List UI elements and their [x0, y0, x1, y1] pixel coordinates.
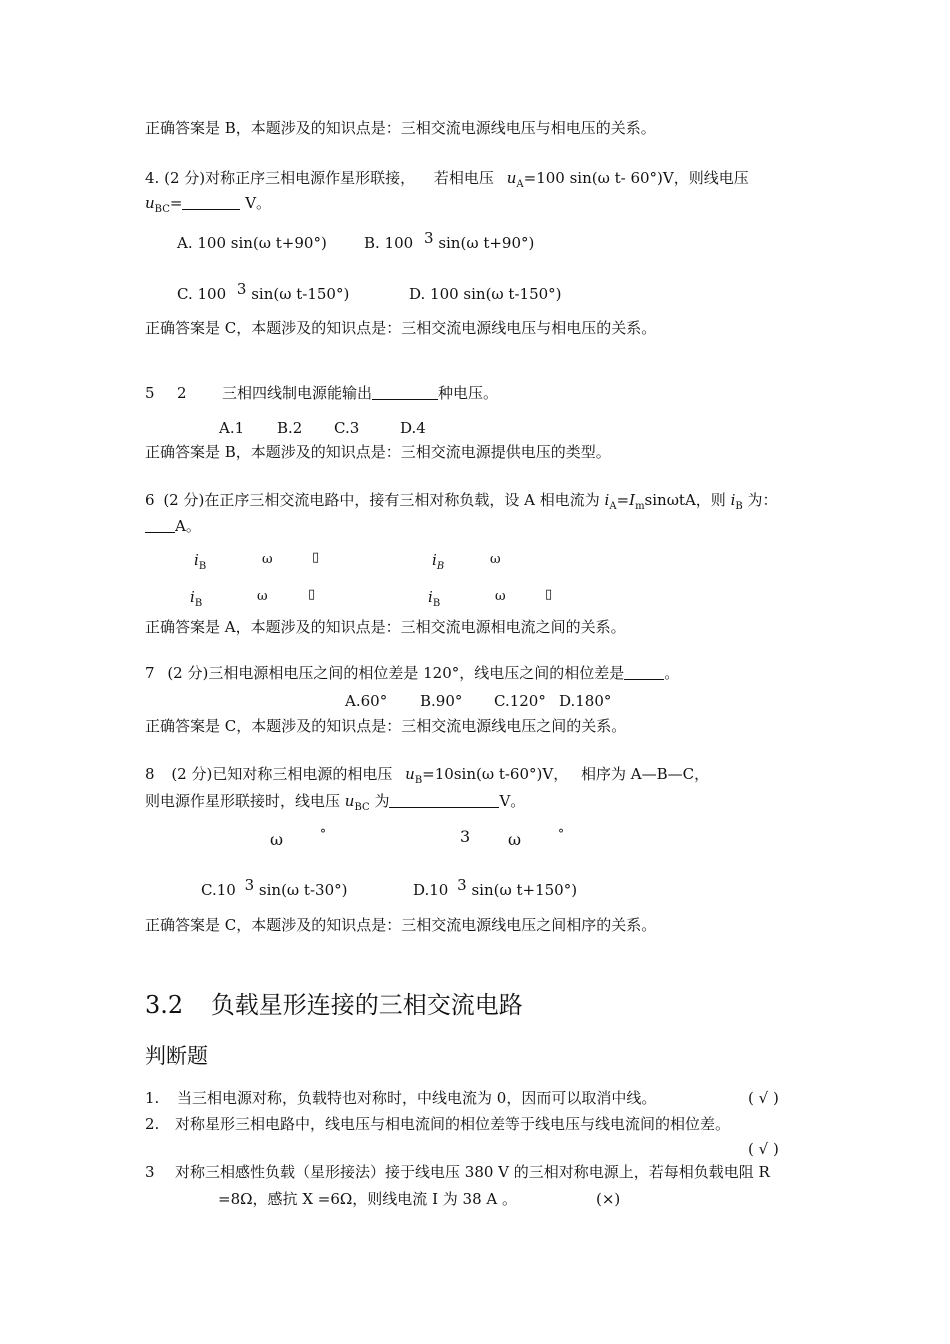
section-heading [145, 990, 523, 1020]
judge-item-1-text: 当三相电源对称，负载特也对称时，中线电流为 0，因而可以取消中线。 [177, 1089, 657, 1107]
q8-option-c-sin: sin(ω t-30°) [258, 881, 348, 899]
q4-number: 4. [145, 169, 160, 187]
q3-answer: 正确答案是 B，本题涉及的知识点是：三相交流电源线电压与相电压的关系。 [145, 119, 656, 137]
q4-option-d: D. 100 sin(ω t-150°) [409, 285, 562, 303]
q6-option-c-omega: ω [257, 589, 268, 604]
q8-var-u-b: u [405, 765, 415, 783]
q6-option-a-omega: ω [262, 552, 273, 567]
q6-sub-a: A [609, 501, 617, 512]
q6-number: 6 [145, 491, 155, 509]
q8-option-b-sqrt3: 3 [460, 827, 471, 846]
q5-option-b: B.2 [277, 419, 303, 437]
judge-item-3-text-continued: =8Ω，感抗 X =6Ω，则线电流 I 为 38 A 。 [218, 1190, 517, 1208]
q6-expression: sinωtA，则 [644, 491, 726, 509]
judge-heading: 判断题 [145, 1044, 208, 1068]
q6-var-i-b: i [730, 491, 736, 509]
q7-option-a: A.60° [345, 692, 388, 710]
q6-blank [145, 532, 175, 533]
section-title: 负载星形连接的三相交流电路 [210, 991, 523, 1019]
q6-sub-b: B [735, 501, 743, 512]
q4-equals: = [169, 194, 183, 212]
q6-option-a-glyph: ▯ [312, 550, 320, 565]
q4-option-b [364, 229, 535, 253]
q4-text: 对称正序三相电源作星形联接， [205, 169, 416, 187]
judge-item-3-text: 对称三相感性负载（星形接法）接于线电压 380 V 的三相对称电源上，若每相负载电阻 R [175, 1163, 770, 1181]
q6-option-c-glyph: ▯ [308, 587, 316, 602]
q6-option-c-var: i [190, 588, 195, 606]
q7-tail: 。 [664, 664, 680, 682]
q8-text: (2 分)已知对称三相电源的相电压 [171, 765, 393, 783]
q4-text2: 若相电压 [433, 169, 494, 187]
q5-tail: 种电压。 [438, 384, 499, 402]
q4-score: (2 分) [164, 169, 206, 187]
q6-var-im: I [629, 491, 636, 509]
q6-text: (2 分)在正序三相交流电路中，接有三相对称负载，设 A 相电流为 [163, 491, 600, 509]
q8-option-b-degree: ° [558, 827, 564, 841]
q6-option-a-sub: B [198, 561, 207, 572]
q8-text2: 则电源作星形联接时，线电压 [145, 792, 341, 810]
q6-var-i-a: i [604, 491, 610, 509]
q6-option-a-var: i [194, 551, 199, 569]
q4-answer: 正确答案是 C，本题涉及的知识点是：三相交流电源线电压与相电压的关系。 [145, 319, 657, 337]
section-number: 3.2 [145, 991, 184, 1019]
judge-item-2-number: 2. [145, 1115, 160, 1133]
q4-option-c-sin: sin(ω t-150°) [251, 285, 350, 303]
q6-option-d-omega: ω [495, 589, 506, 604]
q4-option-b-coef: B. 100 [364, 234, 414, 252]
q8-phase-sequence: 相序为 A—B—C， [580, 765, 710, 783]
judge-item-1-mark: ( √ ) [748, 1089, 779, 1107]
q5-stem [222, 383, 498, 403]
q6-option-d-glyph: ▯ [545, 587, 553, 602]
q6-option-d-i [428, 587, 440, 614]
q8-option-a-omega: ω [270, 830, 284, 849]
q4-option-c-sqrt3: 3 [236, 280, 247, 298]
q6-equals: = [616, 491, 630, 509]
judge-item-3-number: 3 [145, 1163, 155, 1181]
q6-sub-m: m [635, 501, 645, 512]
q5-blank [372, 399, 438, 400]
q4-expression: =100 sin(ω t- 60°)V，则线电压 [523, 169, 749, 187]
q5-number: 5 [145, 384, 155, 402]
q7-stem [145, 663, 679, 683]
q8-stem-line1 [145, 764, 709, 791]
q8-option-c-sqrt3: 3 [244, 876, 255, 894]
q4-unit: V。 [245, 194, 272, 212]
q4-stem-line1 [145, 168, 749, 195]
q8-sub-b: B [414, 775, 423, 786]
q6-option-c-i [190, 587, 202, 614]
q8-expression: =10sin(ω t-60°)V， [422, 765, 569, 783]
judge-item-1-number: 1. [145, 1089, 160, 1107]
q4-var-u-bc: u [145, 194, 155, 212]
q8-option-a-degree: ° [320, 827, 326, 841]
q5-score: 2 [177, 384, 187, 402]
q6-option-d-var: i [428, 588, 433, 606]
q5-option-d: D.4 [400, 419, 426, 437]
q8-option-d-sqrt3: 3 [457, 876, 467, 894]
q6-option-c-sub: B [194, 598, 203, 609]
q6-option-d-sub: B [432, 598, 441, 609]
q8-number: 8 [145, 765, 155, 783]
q8-wei: 为 [374, 792, 390, 810]
q8-option-b-omega: ω [508, 830, 522, 849]
q7-option-d: D.180° [559, 692, 612, 710]
q8-option-d [413, 876, 578, 900]
q8-answer: 正确答案是 C，本题涉及的知识点是：三相交流电源线电压之间相序的关系。 [145, 916, 657, 934]
q4-option-c-coef: C. 100 [177, 285, 227, 303]
q4-sub-a: A [516, 179, 524, 190]
q8-option-c-coef: C.10 [201, 881, 236, 899]
q5-option-a: A.1 [219, 419, 245, 437]
q6-option-b-i [432, 550, 444, 577]
q5-answer: 正确答案是 B，本题涉及的知识点是：三相交流电源提供电压的类型。 [145, 443, 611, 461]
q6-unit: A。 [175, 517, 201, 535]
q4-blank [182, 209, 240, 210]
q4-var-u: u [506, 169, 517, 187]
q6-tail: 为： [747, 491, 778, 509]
q8-option-d-coef: D.10 [413, 881, 449, 899]
q7-blank [624, 679, 664, 680]
q7-text: (2 分)三相电源相电压之间的相位差是 120°，线电压之间的相位差是 [167, 664, 625, 682]
q7-option-b: B.90° [420, 692, 463, 710]
q4-option-c [177, 280, 350, 304]
q8-blank [389, 807, 499, 808]
q6-stem-line1 [145, 490, 778, 517]
q6-option-b-omega: ω [490, 552, 501, 567]
q7-number: 7 [145, 664, 155, 682]
q6-answer: 正确答案是 A，本题涉及的知识点是：三相交流电源相电流之间的关系。 [145, 618, 626, 636]
q8-sub-bc: BC [354, 802, 370, 813]
judge-item-2-text: 对称星形三相电路中，线电压与相电流间的相位差等于线电压与线电流间的相位差。 [175, 1115, 731, 1133]
q8-option-c [201, 876, 348, 900]
q4-option-b-sin: sin(ω t+90°) [438, 234, 535, 252]
q5-option-c: C.3 [334, 419, 360, 437]
q4-stem-line2 [145, 193, 271, 220]
q6-option-b-var: i [432, 551, 437, 569]
q7-option-c: C.120° [494, 692, 546, 710]
q6-option-a-i [194, 550, 206, 577]
q4-option-b-sqrt3: 3 [423, 229, 434, 247]
q8-unit: V。 [499, 792, 526, 810]
q5-text: 三相四线制电源能输出 [222, 384, 373, 402]
q6-option-b-sub: B [436, 561, 445, 572]
q6-stem-line2 [145, 516, 201, 536]
q8-stem-line2 [145, 791, 525, 818]
q4-sub-bc: BC [154, 204, 170, 215]
q4-option-a: A. 100 sin(ω t+90°) [177, 234, 327, 252]
q8-var-u-bc: u [344, 792, 355, 810]
q8-option-d-sin: sin(ω t+150°) [471, 881, 578, 899]
judge-item-2-mark: ( √ ) [748, 1140, 779, 1158]
q7-answer: 正确答案是 C，本题涉及的知识点是：三相交流电源线电压之间的关系。 [145, 717, 627, 735]
judge-item-3-mark: (×) [596, 1190, 621, 1208]
